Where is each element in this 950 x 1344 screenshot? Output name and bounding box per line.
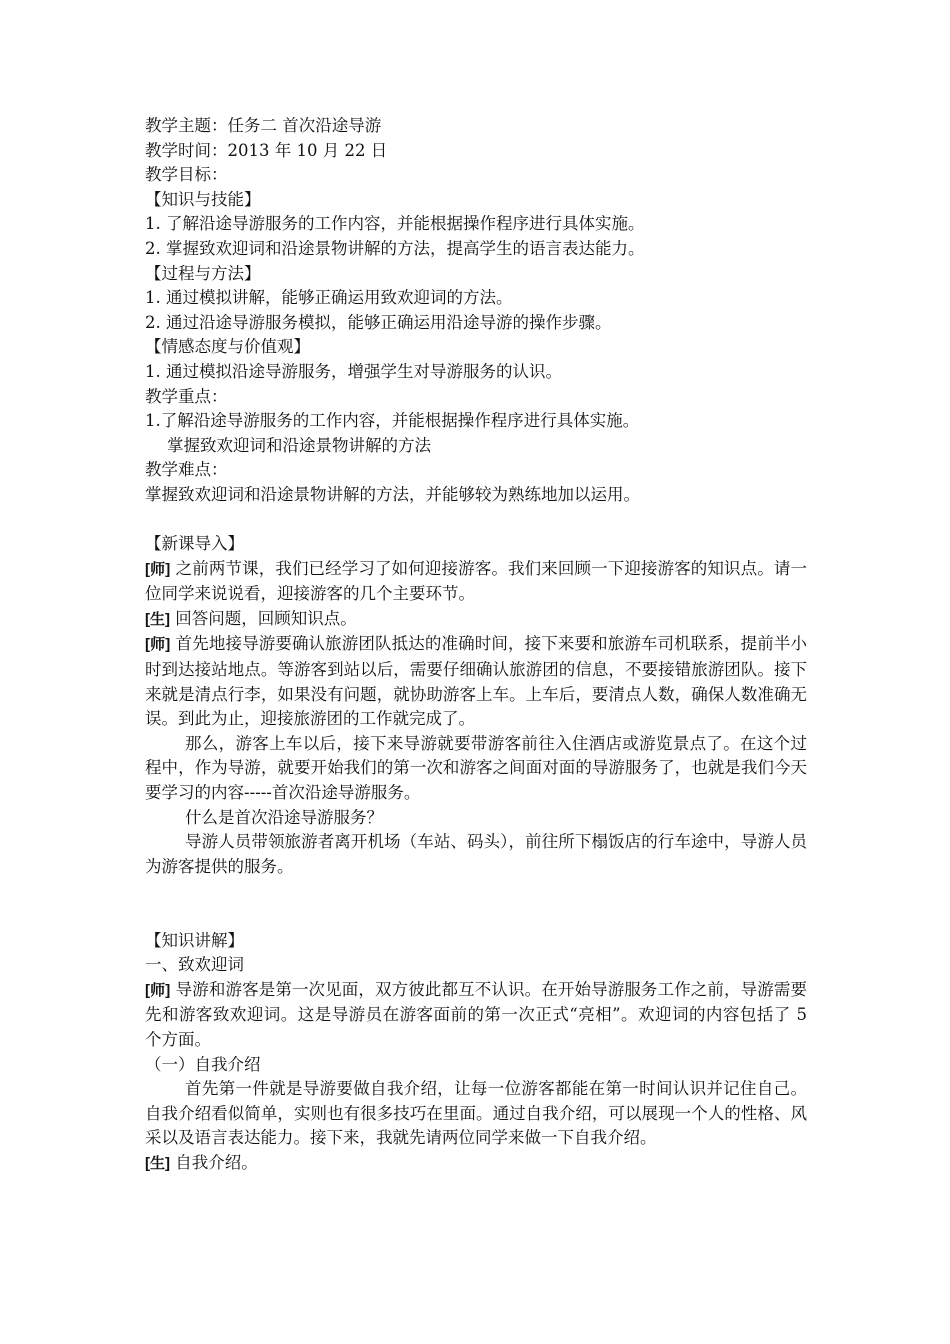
paragraph-text: 导游和游客是第一次见面，双方彼此都互不认识。在开始导游服务工作之前，导游需要先和游客致欢迎词。这是导游员在游客面前的第一次正式“亮相”。欢迎词的内容包括了 5 个方面。 (145, 979, 808, 1049)
paragraph-text: 回答问题，回顾知识点。 (175, 608, 357, 628)
speaker-student: [生] (145, 1154, 170, 1172)
intro-definition: 导游人员带领旅游者离开机场（车站、码头），前往所下榻饭店的行车途中，导游人员为游客提供的服务。 (145, 832, 807, 876)
speaker-teacher: [师] (145, 636, 171, 654)
speaker-teacher: [师] (145, 981, 171, 999)
process-methods-heading: 【过程与方法】 (145, 263, 261, 283)
paragraph-text: 首先地接导游要确认旅游团队抵达的准确时间，接下来要和旅游车司机联系，提前半小时到达接站地点。等游客到站以后，需要仔细确认旅游团的信息，不要接错旅游团队。接下来就是清点行李，如果没有问题，就协助游客上车。上车后，要清点人数，确保人数准确无误。到此为止，迎接旅游团的工作就完成了。 (145, 634, 808, 729)
section-title: 一、致欢迎词 (145, 955, 244, 975)
intro-question: 什么是首次沿途导游服务？ (185, 807, 383, 827)
key-point-item: 掌握致欢迎词和沿途景物讲解的方法 (167, 435, 431, 455)
paragraph-text: 之前两节课，我们已经学习了如何迎接游客。我们来回顾一下迎接游客的知识点。请一位同学来说说看，迎接游客的几个主要环节。 (145, 558, 808, 604)
intro-paragraph (145, 557, 807, 607)
knowledge-paragraph (145, 1151, 807, 1177)
document-body (145, 114, 807, 1177)
spacer (145, 879, 807, 928)
knowledge-heading: 【知识讲解】 (145, 930, 244, 950)
difficult-points-text: 掌握致欢迎词和沿途景物讲解的方法，并能够较为熟练地加以运用。 (145, 484, 640, 504)
key-points-label: 教学重点： (145, 386, 228, 406)
spacer (145, 508, 807, 533)
knowledge-item: 1. 了解沿途导游服务的工作内容，并能根据操作程序进行具体实施。 (145, 214, 645, 234)
teaching-goals-label: 教学目标： (145, 165, 228, 185)
intro-paragraph (145, 632, 807, 731)
speaker-teacher: [师] (145, 560, 171, 578)
process-item: 2. 通过沿途导游服务模拟，能够正确运用沿途导游的操作步骤。 (145, 312, 612, 332)
paragraph-text: 自我介绍。 (175, 1152, 258, 1172)
intro-paragraph (145, 607, 807, 633)
teaching-time: 教学时间：2013 年 10 月 22 日 (145, 140, 388, 160)
subsection-title: （一）自我介绍 (145, 1054, 261, 1074)
emotion-item: 1. 通过模拟沿途导游服务，增强学生对导游服务的认识。 (145, 361, 562, 381)
speaker-student: [生] (145, 610, 170, 628)
intro-heading: 【新课导入】 (145, 534, 244, 554)
process-item: 1. 通过模拟讲解，能够正确运用致欢迎词的方法。 (145, 288, 513, 308)
intro-paragraph: 那么，游客上车以后，接下来导游就要带游客前往入住酒店或游览景点了。在这个过程中，作为导游，就要开始我们的第一次和游客之间面对面的导游服务了，也就是我们今天要学习的内容-----首次沿途导游服务。 (145, 733, 807, 803)
knowledge-skills-heading: 【知识与技能】 (145, 189, 261, 209)
emotion-values-heading: 【情感态度与价值观】 (145, 337, 310, 357)
key-point-item: 1.了解沿途导游服务的工作内容，并能根据操作程序进行具体实施。 (145, 411, 640, 431)
knowledge-paragraph: 首先第一件就是导游要做自我介绍，让每一位游客都能在第一时间认识并记住自己。自我介绍看似简单，实则也有很多技巧在里面。通过自我介绍，可以展现一个人的性格、风采以及语言表达能力。接下来，我就先请两位同学来做一下自我介绍。 (145, 1079, 807, 1148)
teaching-topic: 教学主题：任务二 首次沿途导游 (145, 116, 382, 135)
difficult-points-label: 教学难点： (145, 460, 228, 480)
knowledge-item: 2. 掌握致欢迎词和沿途景物讲解的方法，提高学生的语言表达能力。 (145, 238, 645, 258)
knowledge-paragraph (145, 978, 807, 1053)
